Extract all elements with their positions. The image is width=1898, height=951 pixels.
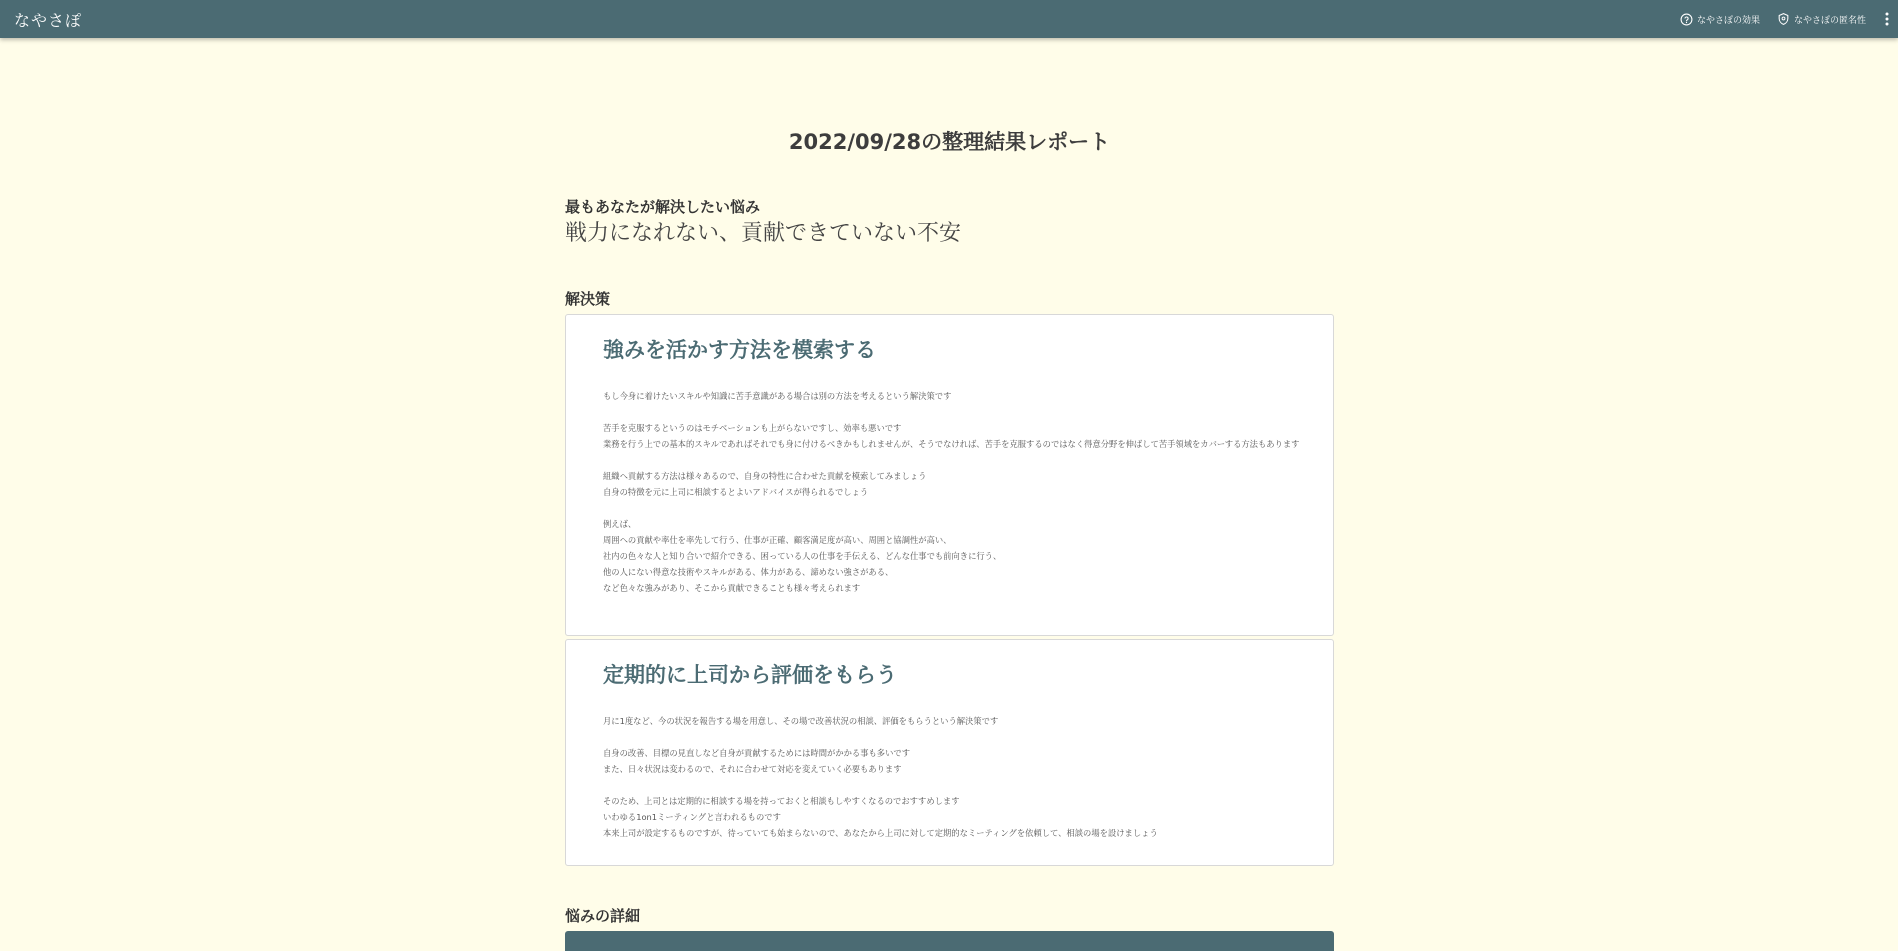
solution-card xyxy=(565,639,1334,866)
solution-line: 苦手を克服するというのはモチベーションも上がらないですし、効率も悪いです xyxy=(603,423,902,433)
brand-logo[interactable]: なやさぽ xyxy=(14,10,83,30)
solution-card xyxy=(565,314,1334,636)
solution-paragraph xyxy=(603,468,1303,500)
worry-heading: 最もあなたが解決したい悩み xyxy=(565,198,761,216)
more-menu-button[interactable] xyxy=(1882,9,1892,29)
worry-text: 戦力になれない、貢献できていない不安 xyxy=(565,221,962,246)
nav-anonymity-label: なやさぽの匿名性 xyxy=(1793,15,1866,26)
solution-paragraph xyxy=(603,516,1303,596)
solution-paragraph xyxy=(603,713,1303,729)
nav-effect-label: なやさぽの効果 xyxy=(1696,15,1760,26)
solution-line: また、日々状況は変わるので、それに合わせて対応を変えていく必要もあります xyxy=(603,764,902,774)
more-vert-icon xyxy=(1885,12,1889,26)
help-circle-icon xyxy=(1680,13,1693,26)
header-nav xyxy=(1663,0,1892,38)
solution-body xyxy=(603,388,1303,596)
solution-line: 他の人にない得意な技術やスキルがある、体力がある、諦めない強さがある、 xyxy=(603,567,894,577)
solution-body xyxy=(603,713,1303,841)
solution-line: 周囲への貢献や率仕を率先して行う、仕事が正確、顧客満足度が高い、周囲と協調性が高い、 xyxy=(603,535,952,545)
solutions-heading: 解決策 xyxy=(565,290,611,308)
solution-paragraph xyxy=(603,388,1303,404)
solution-line: 本来上司が設定するものですが、待っていても始まらないので、あなたから上司に対して定期的なミーティングを依頼して、相談の場を設けましょう xyxy=(603,828,1158,838)
solution-line: 社内の色々な人と知り合いで紹介できる、困っている人の仕事を手伝える、どんな仕事でも前向きに行う、 xyxy=(603,551,1002,561)
nav-effect-link[interactable] xyxy=(1680,13,1760,26)
solution-line: など色々な強みがあり、そこから貢献できることも様々考えられます xyxy=(603,583,861,593)
solution-paragraph xyxy=(603,420,1303,452)
solution-title: 強みを活かす方法を模索する xyxy=(603,338,876,362)
page-title: 2022/09/28の整理結果レポート xyxy=(788,130,1111,154)
solution-line: いわゆる1on1ミーティングと言われるものです xyxy=(603,812,781,822)
solution-title: 定期的に上司から評価をもらう xyxy=(603,663,897,687)
solution-paragraph xyxy=(603,793,1303,841)
details-panel-header xyxy=(565,931,1334,951)
solution-line: 例えば、 xyxy=(603,519,637,529)
details-heading: 悩みの詳細 xyxy=(565,907,641,925)
solution-line: 業務を行う上での基本的スキルであればそれでも身に付けるべきかもしれませんが、そうでなければ、苦手を克服するのではなく得意分野を伸ばして苦手領域をカバーする方法もあります xyxy=(603,439,1300,449)
solution-line: 組織へ貢献する方法は様々あるので、自身の特性に合わせた貢献を模索してみましょう xyxy=(603,471,927,481)
shield-icon xyxy=(1777,12,1790,26)
solution-paragraph xyxy=(603,745,1303,777)
solution-line: もし今身に着けたいスキルや知識に苦手意識がある場合は別の方法を考えるという解決策です xyxy=(603,391,952,401)
nav-anonymity-link[interactable] xyxy=(1777,12,1866,26)
solution-line: 自身の特徴を元に上司に相談するとよいアドバイスが得られるでしょう xyxy=(603,487,869,497)
solution-line: 月に1度など、今の状況を報告する場を用意し、その場で改善状況の相談、評価をもらうという解決策です xyxy=(603,716,999,726)
solution-line: そのため、上司とは定期的に相談する場を持っておくと相談もしやすくなるのでおすすめします xyxy=(603,796,960,806)
solution-line: 自身の改善、目標の見直しなど自身が貢献するためには時間がかかる事も多いです xyxy=(603,748,910,758)
app-bar xyxy=(0,0,1898,38)
